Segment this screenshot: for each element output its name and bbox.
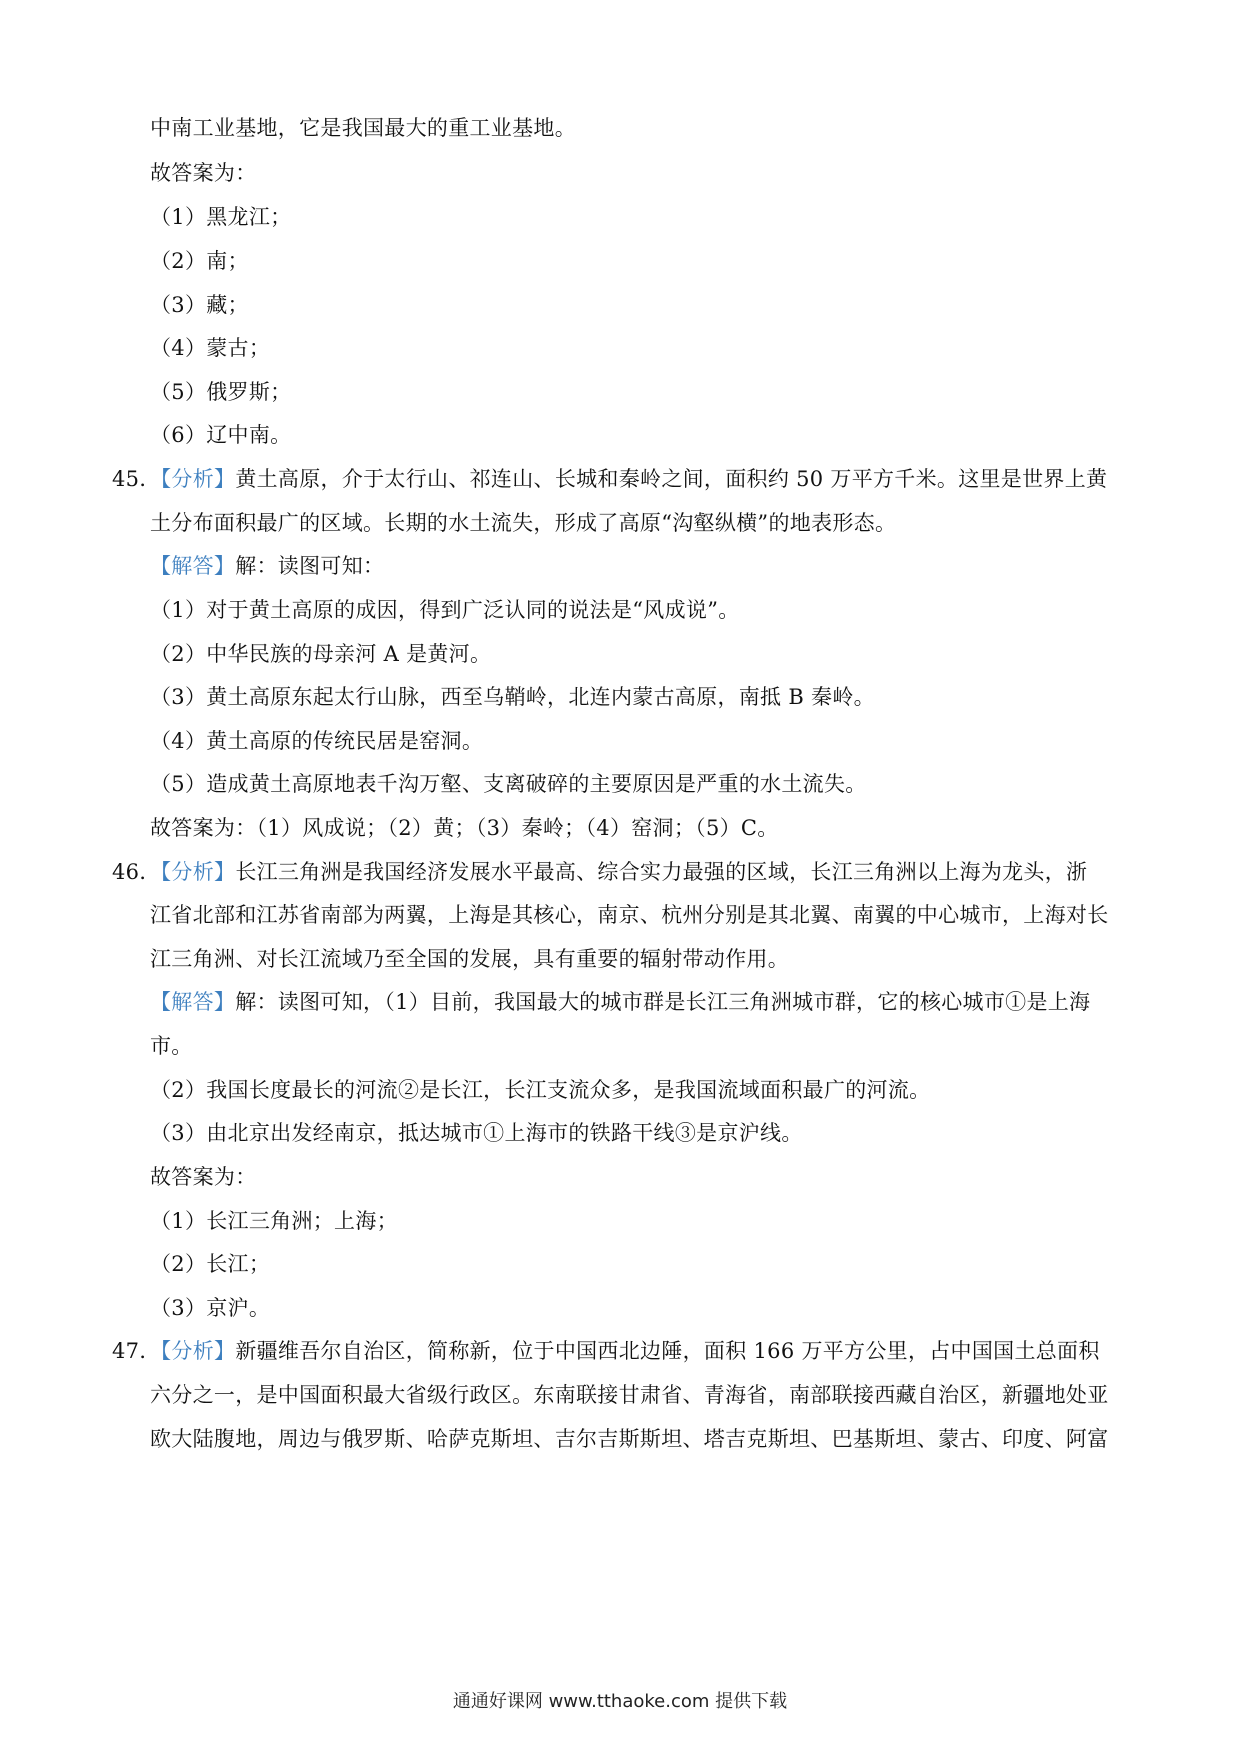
answer-text: 解：读图可知，（1）目前，我国最大的城市群是长江三角洲城市群，它的核心城市①是上海 <box>235 990 1091 1014</box>
question-47-analysis <box>112 1337 1102 1365</box>
analysis-text: 新疆维吾尔自治区，简称新，位于中国西北边陲，面积 166 万平方公里，占中国国土总面积 <box>235 1339 1100 1363</box>
text-line: （4）蒙古； <box>150 336 271 360</box>
text-line: （3）由北京出发经南京，抵达城市①上海市的铁路干线③是京沪线。 <box>150 1121 803 1145</box>
answer-tag: 【解答】 <box>150 554 236 578</box>
text-line: 中南工业基地，它是我国最大的重工业基地。 <box>150 116 576 140</box>
question-number: 46． <box>112 860 161 884</box>
analysis-tag: 【分析】 <box>160 1339 236 1363</box>
question-46-analysis <box>112 858 1102 886</box>
text-line: （1）长江三角洲；上海； <box>150 1209 398 1233</box>
text-line: （6）辽中南。 <box>150 423 292 447</box>
question-number: 45． <box>112 467 161 491</box>
analysis-text: 长江三角洲是我国经济发展水平最高、综合实力最强的区域，长江三角洲以上海为龙头，浙 <box>235 860 1088 884</box>
page-footer: 通通好课网 www.tthaoke.com 提供下载 <box>452 1691 788 1712</box>
question-number: 47． <box>112 1339 161 1363</box>
final-answer-line: 故答案为：（1）风成说；（2）黄；（3）秦岭；（4）窑洞；（5）C。 <box>150 816 779 840</box>
text-line: 欧大陆腹地，周边与俄罗斯、哈萨克斯坦、吉尔吉斯斯坦、塔吉克斯坦、巴基斯坦、蒙古、印度、阿富 <box>150 1427 1109 1451</box>
text-line: （1）对于黄土高原的成因，得到广泛认同的说法是“风成说”。 <box>150 598 740 622</box>
text-line: （3）京沪。 <box>150 1296 271 1320</box>
text-line: （3）黄土高原东起太行山脉，西至乌鞘岭，北连内蒙古高原，南抵 B 秦岭。 <box>150 685 875 709</box>
text-line: 市。 <box>150 1034 193 1058</box>
answer-text: 解：读图可知： <box>235 554 385 578</box>
text-line: 江三角洲、对长江流域乃至全国的发展，具有重要的辐射带动作用。 <box>150 947 789 971</box>
text-line: （1）黑龙江； <box>150 205 292 229</box>
text-line: （5）俄罗斯； <box>150 380 292 404</box>
question-45-analysis <box>112 465 1108 493</box>
text-line: （2）长江； <box>150 1252 271 1276</box>
text-line: （4）黄土高原的传统民居是窑洞。 <box>150 729 484 753</box>
text-line: （5）造成黄土高原地表千沟万壑、支离破碎的主要原因是严重的水土流失。 <box>150 772 867 796</box>
text-line: 江省北部和江苏省南部为两翼，上海是其核心，南京、杭州分别是其北翼、南翼的中心城市，上海对长 <box>150 903 1109 927</box>
text-line: 故答案为： <box>150 1165 257 1189</box>
question-46-answer <box>150 988 1140 1016</box>
analysis-tag: 【分析】 <box>160 467 236 491</box>
text-line: 故答案为： <box>150 161 257 185</box>
analysis-tag: 【分析】 <box>160 860 236 884</box>
text-line: （2）南； <box>150 249 249 273</box>
text-line: （3）藏； <box>150 293 249 317</box>
text-line: （2）中华民族的母亲河 A 是黄河。 <box>150 642 492 666</box>
text-line: （2）我国长度最长的河流②是长江，长江支流众多，是我国流域面积最广的河流。 <box>150 1078 931 1102</box>
analysis-text: 黄土高原，介于太行山、祁连山、长城和秦岭之间，面积约 50 万平方千米。这里是世界上黄 <box>235 467 1108 491</box>
text-line: 六分之一，是中国面积最大省级行政区。东南联接甘肃省、青海省，南部联接西藏自治区，新疆地处亚 <box>150 1383 1109 1407</box>
text-line: 土分布面积最广的区域。长期的水土流失，形成了高原“沟壑纵横”的地表形态。 <box>150 511 897 535</box>
question-45-answer <box>150 552 1140 580</box>
answer-tag: 【解答】 <box>150 990 236 1014</box>
